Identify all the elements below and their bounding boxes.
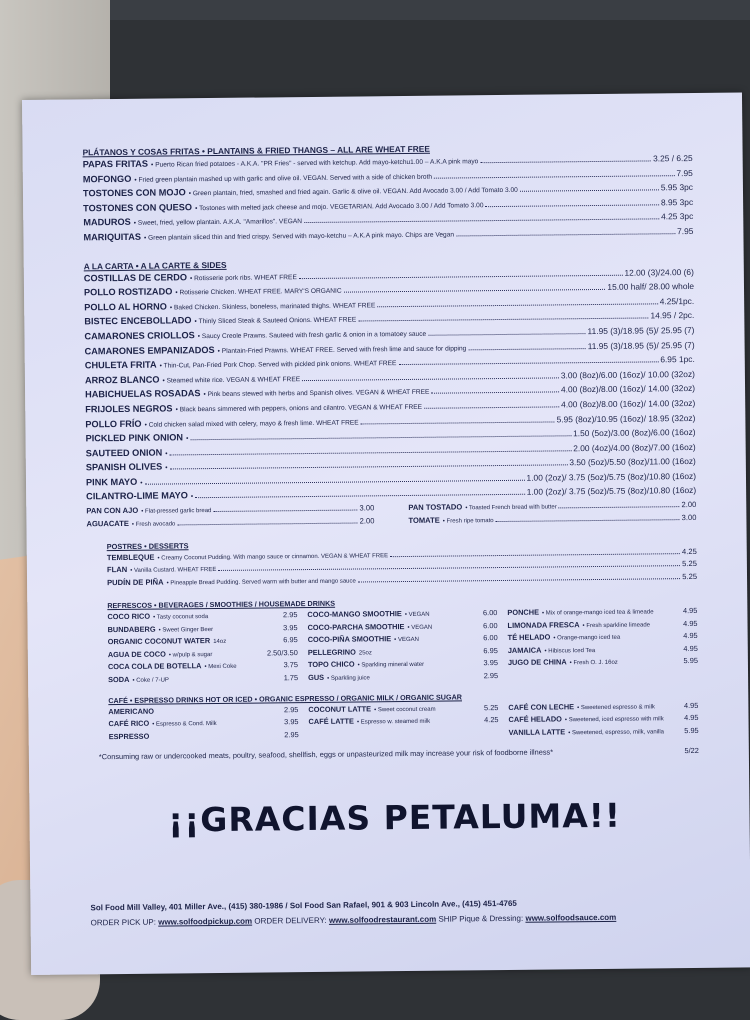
item-desc: • xyxy=(165,450,167,457)
item-price: 2.95 xyxy=(283,610,297,619)
item-desc: • Baked Chicken. Skinless, boneless, marinated thighs. WHEAT FREE xyxy=(170,302,376,311)
item-price: 2.00 (4oz)/4.00 (8oz)/7.00 (16oz) xyxy=(573,442,696,453)
item-desc: • Saucy Creole Prawns. Sauteed with fresh garlic & onion in a tomatoey sauce xyxy=(198,331,427,340)
item-name: CAFÉ LATTE xyxy=(308,717,354,726)
item-name: CAMARONES EMPANIZADOS xyxy=(85,345,215,356)
item-name: PAN CON AJO xyxy=(86,506,138,516)
item-price: 5.25 xyxy=(484,703,498,712)
ship-label: SHIP Pique & Dressing: xyxy=(438,914,523,924)
item-price: 1.75 xyxy=(284,673,298,682)
item-desc: • Fresh ripe tomato xyxy=(443,518,494,525)
item-desc: • xyxy=(165,465,167,472)
background-stripe xyxy=(0,0,750,20)
item-desc: • Sweetened, espresso, milk, vanilla xyxy=(568,729,664,736)
pickup-label: ORDER PICK UP: xyxy=(91,918,156,928)
item-desc: • Sweet, fried, yellow plantain. A.K.A. "Amarillos". VEGAN xyxy=(134,218,302,227)
menu-item xyxy=(408,513,696,529)
item-price: 3.95 xyxy=(283,623,297,632)
item-price: 4.95 xyxy=(683,631,697,640)
item-desc: • Sparkling mineral water xyxy=(358,662,425,669)
item-name: VANILLA LATTE xyxy=(509,727,566,737)
item-desc: • Fresh O. J. 16oz xyxy=(570,660,618,667)
dotted-leader xyxy=(520,190,659,192)
item-name: POLLO AL HORNO xyxy=(84,301,167,312)
item-name: CHULETA FRITA xyxy=(85,360,157,371)
section-heading: CAFÉ • ESPRESSO DRINKS HOT OR ICED • ORGANIC ESPRESSO / ORGANIC MILK / ORGANIC SUGAR xyxy=(108,690,698,705)
item-price: 2.50/3.50 xyxy=(267,648,298,657)
item-price: 6.00 xyxy=(483,608,497,617)
drink-item xyxy=(109,730,299,745)
drink-column xyxy=(108,705,298,745)
spacer xyxy=(595,651,683,652)
spacer xyxy=(620,638,683,639)
item-desc: • Green plantain sliced thin and fried crispy. Served with mayo-ketchu – A.K.A pink mayo. Chips are Vegan xyxy=(144,231,454,241)
item-name: PINK MAYO xyxy=(86,477,137,488)
item-desc: • Green plantain, fried, smashed and fried again. Garlic & olive oil. VEGAN. Add Avocado 3.00 / Add Tomato 3.00 xyxy=(189,187,518,197)
section-cafe xyxy=(88,690,698,745)
menu-item xyxy=(86,516,374,532)
item-desc: • Fried green plantain mashed up with garlic and olive oil. VEGAN. Served with a side of chicken broth xyxy=(134,173,432,183)
dotted-leader xyxy=(358,578,680,582)
item-name: SODA xyxy=(108,675,129,684)
item-price: 2.95 xyxy=(284,730,298,739)
spacer xyxy=(436,710,484,711)
item-price: 1.00 (2oz)/ 3.75 (5oz)/5.75 (8oz)/10.80 (16oz) xyxy=(526,471,696,483)
item-desc: • Puerto Rican fried potatoes - A.K.A. "PR Fries" - served with ketchup. Add mayo-ketchu1.00 – A.K.A pink mayo xyxy=(151,158,478,168)
item-name: CAFÉ CON LECHE xyxy=(508,702,574,712)
drink-column xyxy=(308,703,498,743)
section-refrescos xyxy=(87,595,698,688)
item-desc: • VEGAN xyxy=(405,612,430,618)
item-desc: • VEGAN xyxy=(407,624,432,630)
spacer xyxy=(424,666,483,667)
dotted-leader xyxy=(358,318,648,322)
dotted-leader xyxy=(468,348,585,350)
item-name: PAPAS FRITAS xyxy=(83,159,148,170)
item-desc: • Toasted French bread with butter xyxy=(465,504,556,511)
item-desc: • Tostones with melted jack cheese and mojo. VEGETARIAN. Add Avocado 3.00 / Add Tomato 3.00 xyxy=(195,202,484,212)
item-price: 6.00 xyxy=(483,633,497,642)
item-desc: • Sparkling juice xyxy=(327,675,370,681)
spacer xyxy=(152,737,284,738)
pairs-left-column xyxy=(86,503,374,532)
item-desc: • Steamed white rice. VEGAN & WHEAT FREE xyxy=(162,376,300,384)
spacer xyxy=(432,628,483,629)
dotted-leader xyxy=(145,480,525,485)
dotted-leader xyxy=(304,219,659,224)
item-price: 5.95 xyxy=(684,726,698,735)
dotted-leader xyxy=(377,303,657,307)
item-price: 4.95 xyxy=(683,619,697,628)
dotted-leader xyxy=(456,233,675,236)
dotted-leader xyxy=(344,289,606,293)
item-price: 6.95 xyxy=(483,646,497,655)
item-price: 8.95 3pc xyxy=(661,197,693,207)
dotted-leader xyxy=(195,494,524,498)
item-desc: • Tasty coconut soda xyxy=(153,614,208,621)
dotted-leader xyxy=(428,333,585,336)
item-price: 5.25 xyxy=(682,559,697,568)
dotted-leader xyxy=(434,175,674,179)
dotted-leader xyxy=(213,510,357,513)
item-name: BUNDABERG xyxy=(108,624,156,634)
drink-item xyxy=(508,656,698,671)
ship-link[interactable]: www.solfoodsauce.com xyxy=(525,913,616,923)
item-desc: • Thin-Cut, Pan-Fried Pork Chop. Served with pickled pink onions. WHEAT FREE xyxy=(160,360,397,369)
item-name: MADUROS xyxy=(83,217,131,227)
dotted-leader xyxy=(486,204,659,207)
spacer xyxy=(430,615,483,616)
item-desc: 14oz xyxy=(213,639,226,645)
item-name: JUGO DE CHINA xyxy=(508,658,567,668)
item-desc: • VEGAN xyxy=(394,637,419,643)
item-desc: • Vanilla Custard. WHEAT FREE xyxy=(130,567,216,574)
item-price: 4.95 xyxy=(683,644,697,653)
menu-sheet xyxy=(22,92,750,974)
item-price: 6.95 xyxy=(283,635,297,644)
item-price: 5.25 xyxy=(682,572,697,581)
item-name: TOSTONES CON MOJO xyxy=(83,187,186,198)
item-name: FRIJOLES NEGROS xyxy=(85,403,172,414)
item-desc: • xyxy=(191,494,193,501)
item-price: 5.95 xyxy=(683,656,697,665)
item-desc: • Creamy Coconut Pudding. With mango sauce or cinnamon. VEGAN & WHEAT FREE xyxy=(157,553,388,561)
section-carta xyxy=(84,255,697,532)
dotted-leader xyxy=(170,465,568,470)
item-desc: • Flat-pressed garlic bread xyxy=(141,508,211,515)
item-price: 15.00 half/ 28.00 whole xyxy=(607,281,694,292)
item-desc: • Fresh sparkline limeade xyxy=(583,622,651,629)
item-desc: • Orange-mango iced tea xyxy=(553,635,620,642)
section-platanos xyxy=(82,141,693,247)
item-name: PAN TOSTADO xyxy=(408,502,462,512)
item-name: COCO-MANGO SMOOTHIE xyxy=(307,609,402,619)
item-price: 3.25 / 6.25 xyxy=(653,153,693,163)
item-name: BISTEC ENCEBOLLADO xyxy=(84,316,191,327)
item-name: PUDÍN DE PIÑA xyxy=(107,578,164,588)
section-heading: PLÁTANOS Y COSAS FRITAS • PLANTAINS & FRIED THANGS – ALL ARE WHEAT FREE xyxy=(82,141,692,157)
item-price: 1.00 (2oz)/ 3.75 (5oz)/5.75 (8oz)/10.80 (16oz) xyxy=(527,485,697,497)
spacer xyxy=(169,680,284,681)
section-heading: POSTRES • DESSERTS xyxy=(107,536,697,551)
drink-item xyxy=(308,671,498,686)
item-price: 3.00 xyxy=(682,513,697,522)
spacer xyxy=(226,643,283,644)
item-name: PICKLED PINK ONION xyxy=(85,432,183,443)
item-desc: • Sweetened espresso & milk xyxy=(577,704,655,711)
spacer xyxy=(157,712,284,713)
item-name: CAFÉ HELADO xyxy=(508,715,561,725)
item-price: 6.95 1pc. xyxy=(660,354,695,364)
item-name: LIMONADA FRESCA xyxy=(507,620,579,630)
item-desc: • Plantain-Fried Prawns. WHEAT FREE. Served with fresh lime and sauce for dipping xyxy=(218,345,467,355)
spacer xyxy=(370,678,484,679)
item-name: POLLO FRÍO xyxy=(85,418,141,429)
dotted-leader xyxy=(390,553,680,557)
dotted-leader xyxy=(177,522,357,525)
dotted-leader xyxy=(398,361,658,365)
item-desc: • w/pulp & sugar xyxy=(169,652,213,658)
item-price: 4.95 xyxy=(684,713,698,722)
item-price: 7.95 xyxy=(677,226,693,236)
disclaimer xyxy=(89,746,699,761)
item-name: COCO-PIÑA SMOOTHIE xyxy=(308,634,392,644)
item-name: MARIQUITAS xyxy=(83,232,141,243)
item-price: 3.50 (5oz)/5.50 (8oz)/11.00 (16oz) xyxy=(569,456,696,467)
item-price: 2.00 xyxy=(360,516,375,525)
spacer xyxy=(618,664,684,665)
item-name: SAUTEED ONION xyxy=(86,447,163,458)
section-postres xyxy=(87,536,697,592)
item-desc: • Sweet Ginger Beer xyxy=(159,627,214,634)
item-name: COCO-PARCHA SMOOTHIE xyxy=(307,622,404,632)
item-name: AGUACATE xyxy=(86,519,129,528)
item-name: GUS xyxy=(308,673,324,682)
item-name: TOMATE xyxy=(408,516,439,525)
item-desc: 25oz xyxy=(359,650,372,656)
spacer xyxy=(217,724,284,725)
dotted-leader xyxy=(431,392,559,394)
item-desc: • Rotisserie pork ribs. WHEAT FREE xyxy=(190,274,297,282)
item-price: 4.25/1pc. xyxy=(660,296,695,306)
item-name: ESPRESSO xyxy=(109,731,150,740)
item-desc: • Cold chicken salad mixed with celery, mayo & fresh lime. WHEAT FREE xyxy=(145,419,359,428)
item-name: MOFONGO xyxy=(83,173,132,184)
spacer xyxy=(212,655,267,656)
item-price: 4.00 (8oz)/8.00 (16oz)/ 14.00 (32oz) xyxy=(561,398,695,409)
item-price: 12.00 (3)/24.00 (6) xyxy=(624,267,693,278)
spacer xyxy=(208,617,283,618)
item-name: CILANTRO-LIME MAYO xyxy=(86,491,188,502)
thanks-banner: ¡¡GRACIAS PETALUMA!! xyxy=(89,795,699,840)
item-name: POLLO ROSTIZADO xyxy=(84,287,172,298)
item-desc: • Espresso w. steamed milk xyxy=(357,719,430,726)
dotted-leader xyxy=(170,450,572,455)
item-price: 3.95 xyxy=(483,658,497,667)
item-price: 2.95 xyxy=(284,705,298,714)
drink-column xyxy=(508,701,698,741)
dotted-leader xyxy=(480,160,651,163)
item-desc: • Thinly Sliced Steak & Sauteed Onions. WHEAT FREE xyxy=(195,317,357,326)
item-desc: • Sweet coconut cream xyxy=(374,706,436,713)
item-price: 14.95 / 2pc. xyxy=(650,310,694,320)
drink-column xyxy=(507,606,698,684)
item-name: SPANISH OLIVES xyxy=(86,462,163,473)
item-price: 3.00 xyxy=(359,503,374,512)
item-name: COSTILLAS DE CERDO xyxy=(84,272,187,283)
spacer xyxy=(372,653,484,654)
dotted-leader xyxy=(424,406,559,408)
item-price: 4.25 xyxy=(484,715,498,724)
dotted-leader xyxy=(496,519,680,522)
item-desc: • Black beans simmered with peppers, onions and cilantro. VEGAN & WHEAT FREE xyxy=(176,404,423,414)
item-desc: • Fresh avocado xyxy=(132,521,176,527)
spacer xyxy=(419,640,483,641)
item-name: PONCHE xyxy=(507,608,539,617)
item-name: AMERICANO xyxy=(108,706,154,715)
drink-column xyxy=(307,608,498,686)
item-name: FLAN xyxy=(107,565,127,574)
item-price: 4.95 xyxy=(683,606,697,615)
item-desc: • Rotisserie Chicken. WHEAT FREE. MARY'S ORGANIC xyxy=(175,288,341,297)
drink-item xyxy=(509,726,699,741)
dotted-leader xyxy=(302,377,559,381)
item-desc: • Pineapple Bread Pudding. Served warm with butter and mango sauce xyxy=(167,579,356,587)
delivery-link[interactable]: www.solfoodrestaurant.com xyxy=(329,915,436,925)
item-name: TEMBLEQUE xyxy=(107,552,155,561)
item-price: 7.95 xyxy=(676,168,692,178)
item-name: COCO RICO xyxy=(107,612,150,621)
item-price: 4.00 (8oz)/8.00 (16oz)/ 14.00 (32oz) xyxy=(561,383,695,394)
item-price: 11.95 (3)/18.95 (5)/ 25.95 (7) xyxy=(588,340,695,351)
item-price: 5.95 (8oz)/10.95 (16oz)/ 18.95 (32oz) xyxy=(557,412,696,423)
item-price: 3.00 (8oz)/6.00 (16oz)/ 10.00 (32oz) xyxy=(561,369,695,380)
spacer xyxy=(430,722,484,723)
item-price: 4.25 xyxy=(682,547,697,556)
item-price: 2.00 xyxy=(681,500,696,509)
item-name: AGUA DE COCO xyxy=(108,649,166,659)
item-price: 6.00 xyxy=(483,621,497,630)
item-name: JAMAICA xyxy=(508,645,542,654)
item-desc: • Hibiscus Iced Tea xyxy=(544,648,595,655)
item-price: 4.95 xyxy=(684,701,698,710)
spacer xyxy=(213,630,283,631)
item-desc: • xyxy=(140,480,142,487)
item-desc: • Sweetened, iced espresso with milk xyxy=(565,717,664,724)
footer-locations: Sol Food Mill Valley, 401 Miller Ave., (415) 380-1986 / Sol Food San Rafael, 901 & 903 Lincoln Ave., (415) 451-4765 xyxy=(90,894,700,915)
item-name: CAFÉ RICO xyxy=(108,719,149,728)
dotted-leader xyxy=(190,435,571,440)
item-name: CAMARONES CRIOLLOS xyxy=(84,330,194,341)
item-desc: • xyxy=(186,435,188,442)
item-desc: • Coke / 7-UP xyxy=(132,678,169,684)
section-heading: A LA CARTA • A LA CARTE & SIDES xyxy=(84,255,694,271)
delivery-label: ORDER DELIVERY: xyxy=(254,916,326,926)
dotted-leader xyxy=(218,566,680,572)
item-name: ORGANIC COCONUT WATER xyxy=(108,636,211,646)
item-name: TOPO CHICO xyxy=(308,660,355,669)
item-desc: • Espresso & Cond. Milk xyxy=(152,721,217,728)
item-name: PELLEGRINO xyxy=(308,647,356,657)
item-price: 5.95 3pc xyxy=(661,182,693,192)
item-name: TÉ HELADO xyxy=(508,633,551,642)
item-name: HABICHUELAS ROSADAS xyxy=(85,388,200,399)
item-name: COCA COLA DE BOTELLA xyxy=(108,662,202,672)
item-desc: • Mix of orange-mango iced tea & limeade xyxy=(542,609,654,616)
footer xyxy=(90,894,700,930)
item-price: 3.75 xyxy=(283,661,297,670)
item-price: 11.95 (3)/18.95 (5)/ 25.95 (7) xyxy=(587,325,694,336)
item-name: COCONUT LATTE xyxy=(308,704,371,714)
item-desc: • Mexi Coke xyxy=(204,664,236,670)
section-heading: REFRESCOS • BEVERAGES / SMOOTHIES / HOUSEMADE DRINKS xyxy=(107,595,697,610)
item-price: 4.25 3pc xyxy=(661,211,693,221)
item-name: TOSTONES CON QUESO xyxy=(83,202,192,213)
item-name: ARROZ BLANCO xyxy=(85,374,160,385)
dotted-leader xyxy=(559,506,680,508)
pickup-link[interactable]: www.solfoodpickup.com xyxy=(158,917,252,927)
item-desc: • Pink beans stewed with herbs and Spanish olives. VEGAN & WHEAT FREE xyxy=(203,389,429,398)
disclaimer-text: *Consuming raw or undercooked meats, poultry, seafood, shellfish, eggs or unpasteurized milk may increase your risk of foodborne illness* xyxy=(99,748,553,762)
drink-column xyxy=(107,610,298,688)
item-price: 2.95 xyxy=(484,671,498,680)
drink-item xyxy=(308,715,498,730)
drink-item xyxy=(108,673,298,688)
dotted-leader xyxy=(361,421,555,424)
version-label: 5/22 xyxy=(684,746,698,755)
item-price: 1.50 (5oz)/3.00 (8oz)/6.00 (16oz) xyxy=(573,427,696,438)
pairs-right-column xyxy=(408,500,696,529)
dotted-leader xyxy=(299,274,623,278)
item-price: 3.95 xyxy=(284,717,298,726)
